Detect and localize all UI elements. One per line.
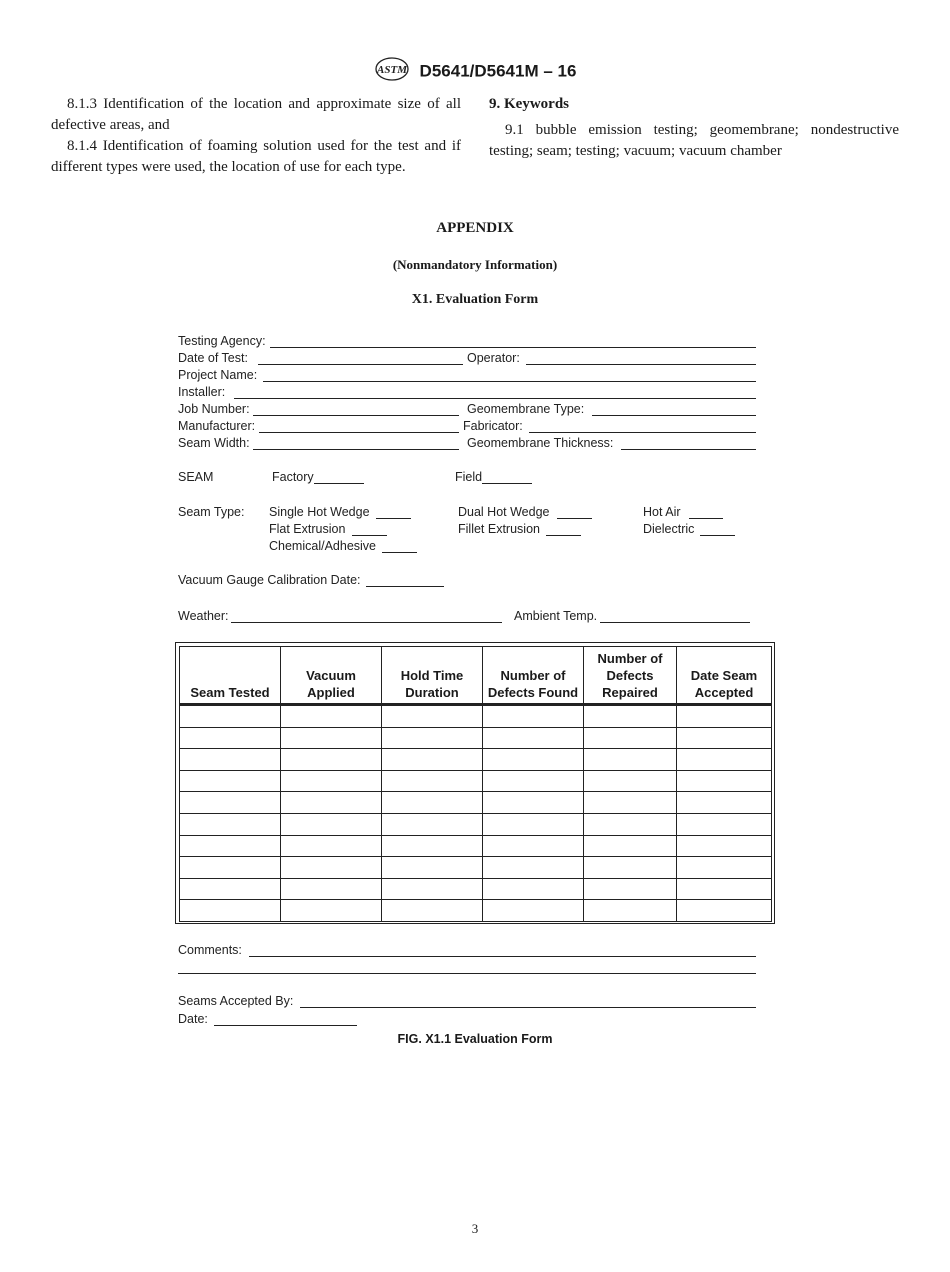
table-cell[interactable] <box>677 727 772 749</box>
table-cell[interactable] <box>483 749 584 771</box>
col-header-hold-time: Hold Time Duration <box>382 647 483 705</box>
table-row <box>180 727 772 749</box>
col-header-defects-repaired: Number of Defects Repaired <box>584 647 677 705</box>
figure-caption: FIG. X1.1 Evaluation Form <box>397 1032 553 1046</box>
field-field[interactable] <box>482 483 532 484</box>
table-cell[interactable] <box>180 749 281 771</box>
right-column <box>489 94 899 162</box>
col-header-vacuum-applied: Vacuum Applied <box>281 647 382 705</box>
table-cell[interactable] <box>382 770 483 792</box>
page-number: 3 <box>471 1221 479 1236</box>
table-cell[interactable] <box>677 813 772 835</box>
field-label: Field <box>455 470 483 484</box>
col-header-defects-found: Number of Defects Found <box>483 647 584 705</box>
factory-field[interactable] <box>314 483 364 484</box>
weather-label: Weather: <box>178 609 229 623</box>
table-cell[interactable] <box>180 792 281 814</box>
testing-agency-label: Testing Agency: <box>178 334 266 348</box>
appendix-title: APPENDIX <box>436 220 514 236</box>
table-cell[interactable] <box>677 792 772 814</box>
table-cell[interactable] <box>382 900 483 922</box>
table-cell[interactable] <box>584 792 677 814</box>
table-cell[interactable] <box>677 706 772 728</box>
table-cell[interactable] <box>180 813 281 835</box>
ambient-temp-label: Ambient Temp. <box>514 609 598 623</box>
table-cell[interactable] <box>382 792 483 814</box>
table-cell[interactable] <box>677 857 772 879</box>
appendix-subtitle: (Nonmandatory Information) <box>392 257 558 272</box>
single-hot-wedge-label: Single Hot Wedge <box>269 505 370 519</box>
seam-width-field[interactable] <box>253 449 459 450</box>
date-of-test-field[interactable] <box>258 364 463 365</box>
dual-hot-wedge-field[interactable] <box>557 518 592 519</box>
flat-extrusion-label: Flat Extrusion <box>269 522 346 536</box>
installer-field[interactable] <box>234 398 756 399</box>
table-row <box>180 813 772 835</box>
weather-field[interactable] <box>231 622 502 623</box>
table-cell[interactable] <box>584 770 677 792</box>
table-cell[interactable] <box>677 749 772 771</box>
evaluation-table <box>175 642 775 924</box>
project-name-label: Project Name: <box>178 368 258 382</box>
manufacturer-field[interactable] <box>259 432 459 433</box>
chemical-adhesive-field[interactable] <box>382 552 417 553</box>
table-row <box>180 857 772 879</box>
dielectric-field[interactable] <box>700 535 735 536</box>
comments-label: Comments: <box>178 943 242 957</box>
table-row <box>180 749 772 771</box>
table-cell[interactable] <box>677 770 772 792</box>
table-cell[interactable] <box>584 727 677 749</box>
job-number-field[interactable] <box>253 415 459 416</box>
flat-extrusion-field[interactable] <box>352 535 387 536</box>
table-cell[interactable] <box>483 857 584 879</box>
seam-type-label: Seam Type: <box>178 505 245 519</box>
fabricator-label: Fabricator: <box>463 419 523 433</box>
geomembrane-thickness-label: Geomembrane Thickness: <box>467 436 614 450</box>
table-cell[interactable] <box>483 813 584 835</box>
comments-field[interactable] <box>249 956 756 957</box>
fabricator-field[interactable] <box>529 432 756 433</box>
operator-field[interactable] <box>526 364 756 365</box>
table-cell[interactable] <box>382 706 483 728</box>
table-row <box>180 770 772 792</box>
operator-label: Operator: <box>467 351 520 365</box>
paragraph-8-1-3: 8.1.3 Identification of the location and approximate size of all defective areas, and <box>51 96 461 133</box>
paragraph-9-1: 9.1 bubble emission testing; geomembrane; nondestructive testing; seam; testing; vacuum; vacuum chamber <box>489 122 899 159</box>
table-cell[interactable] <box>382 878 483 900</box>
table-cell[interactable] <box>677 835 772 857</box>
project-name-field[interactable] <box>263 381 756 382</box>
hot-air-field[interactable] <box>689 518 723 519</box>
comments-field-line-2[interactable] <box>178 973 756 974</box>
page-header <box>0 56 950 87</box>
table-cell[interactable] <box>281 900 382 922</box>
table-row <box>180 792 772 814</box>
col-header-seam-tested: Seam Tested <box>180 647 281 705</box>
geomembrane-type-field[interactable] <box>592 415 756 416</box>
table-cell[interactable] <box>584 706 677 728</box>
vacuum-gauge-label: Vacuum Gauge Calibration Date: <box>178 573 361 587</box>
table-cell[interactable] <box>483 900 584 922</box>
table-cell[interactable] <box>483 835 584 857</box>
testing-agency-field[interactable] <box>270 347 756 348</box>
table-cell[interactable] <box>584 857 677 879</box>
installer-label: Installer: <box>178 385 226 399</box>
factory-label: Factory <box>272 470 314 484</box>
table-cell[interactable] <box>382 727 483 749</box>
table-cell[interactable] <box>180 878 281 900</box>
table-cell[interactable] <box>180 900 281 922</box>
table-cell[interactable] <box>180 727 281 749</box>
date-field[interactable] <box>214 1025 357 1026</box>
standard-designation: D5641/D5641M – 16 <box>419 61 577 81</box>
seams-accepted-label: Seams Accepted By: <box>178 994 294 1008</box>
col-header-date-accepted: Date Seam Accepted <box>677 647 772 705</box>
table-cell[interactable] <box>281 792 382 814</box>
table-row <box>180 835 772 857</box>
keywords-heading: 9. Keywords <box>489 96 569 112</box>
table-cell[interactable] <box>281 835 382 857</box>
table-cell[interactable] <box>281 706 382 728</box>
fillet-extrusion-label: Fillet Extrusion <box>458 522 540 536</box>
table-cell[interactable] <box>677 878 772 900</box>
left-column <box>51 94 461 178</box>
table-cell[interactable] <box>281 878 382 900</box>
table-cell[interactable] <box>382 835 483 857</box>
table-cell[interactable] <box>584 813 677 835</box>
table-cell[interactable] <box>483 878 584 900</box>
paragraph-8-1-4: 8.1.4 Identification of foaming solution used for the test and if different types were used, the location of use for each type. <box>51 138 461 175</box>
dual-hot-wedge-label: Dual Hot Wedge <box>458 505 550 519</box>
job-number-label: Job Number: <box>178 402 250 416</box>
table-cell[interactable] <box>677 900 772 922</box>
table-cell[interactable] <box>180 857 281 879</box>
table-row <box>180 878 772 900</box>
table-cell[interactable] <box>584 835 677 857</box>
seams-accepted-field[interactable] <box>300 1007 756 1008</box>
table-cell[interactable] <box>382 857 483 879</box>
dielectric-label: Dielectric <box>643 522 695 536</box>
table-cell[interactable] <box>382 813 483 835</box>
single-hot-wedge-field[interactable] <box>376 518 411 519</box>
table-cell[interactable] <box>483 727 584 749</box>
date-of-test-label: Date of Test: <box>178 351 248 365</box>
table-cell[interactable] <box>180 706 281 728</box>
table-cell[interactable] <box>281 770 382 792</box>
table-cell[interactable] <box>584 749 677 771</box>
seam-width-label: Seam Width: <box>178 436 250 450</box>
date-label: Date: <box>178 1012 208 1026</box>
table-row <box>180 900 772 922</box>
table-cell[interactable] <box>180 770 281 792</box>
section-title: X1. Evaluation Form <box>411 292 539 307</box>
svg-text:ASTM: ASTM <box>376 64 407 76</box>
table-cell[interactable] <box>180 835 281 857</box>
astm-logo-icon <box>374 56 410 87</box>
vacuum-gauge-field[interactable] <box>366 586 444 587</box>
table-cell[interactable] <box>281 857 382 879</box>
table-cell[interactable] <box>584 900 677 922</box>
table-cell[interactable] <box>281 727 382 749</box>
manufacturer-label: Manufacturer: <box>178 419 256 433</box>
table-cell[interactable] <box>382 749 483 771</box>
chemical-adhesive-label: Chemical/Adhesive <box>269 539 376 553</box>
geomembrane-type-label: Geomembrane Type: <box>467 402 585 416</box>
geomembrane-thickness-field[interactable] <box>621 449 756 450</box>
fillet-extrusion-field[interactable] <box>546 535 581 536</box>
table-row <box>180 706 772 728</box>
ambient-temp-field[interactable] <box>600 622 750 623</box>
seam-label: SEAM <box>178 470 214 484</box>
table-cell[interactable] <box>281 749 382 771</box>
hot-air-label: Hot Air <box>643 505 681 519</box>
table-cell[interactable] <box>483 706 584 728</box>
table-cell[interactable] <box>584 878 677 900</box>
table-cell[interactable] <box>281 813 382 835</box>
table-cell[interactable] <box>483 770 584 792</box>
table-cell[interactable] <box>483 792 584 814</box>
